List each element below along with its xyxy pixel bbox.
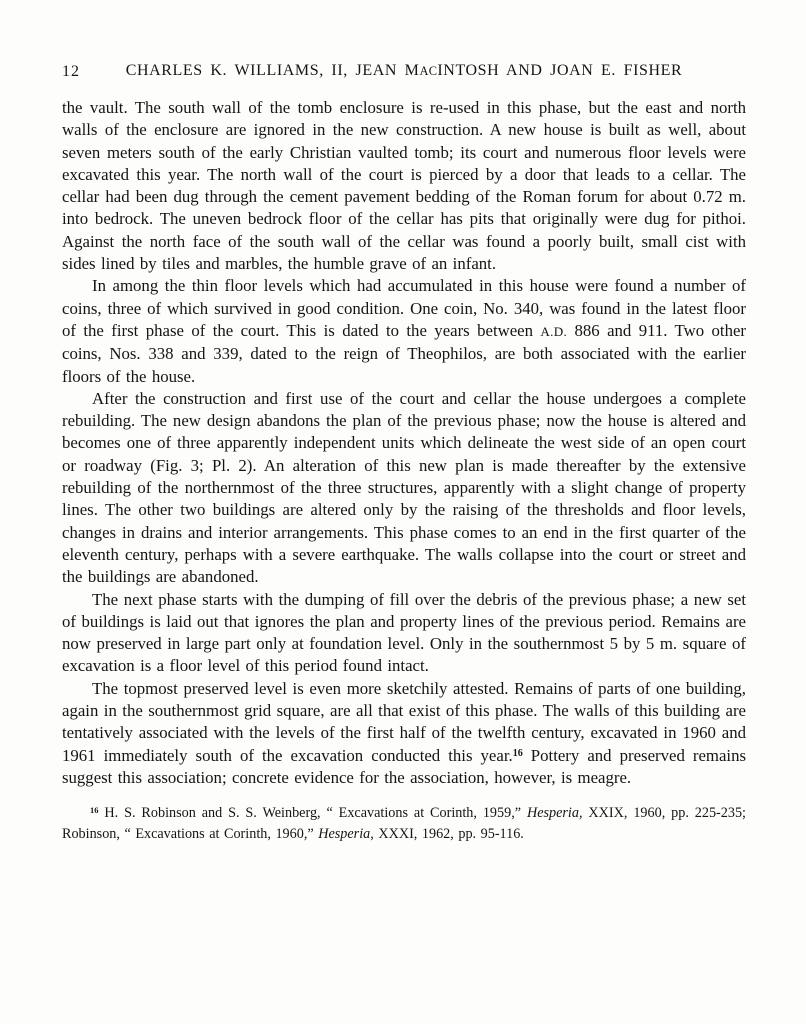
running-head [62,62,746,80]
page-content [62,62,746,845]
running-head-part2: INTOSH AND JOAN E. FISHER [437,62,683,79]
footnote-reference-16: 16 [512,747,523,759]
running-head-smallcaps: AC [419,64,438,78]
footnote-16-marker: 16 [90,804,99,815]
paragraph-2-smallcaps-ad: A.D. [540,323,568,339]
running-head-part1: CHARLES K. WILLIAMS, II, JEAN M [125,62,420,79]
paragraph-1-text: the vault. The south wall of the tomb enclosure is re-used in this phase, but the east and north walls of the enclosure are ignored in the new construction. A new house is built as well, about seven meters south of the early Christian vaulted tomb; its court and numerous floor levels were excavated this year. The north wall of the court is pierced by a door that leads to a cellar. The cellar had been dug through the cement pavement bedding of the Roman forum for about 0.72 m. into bedrock. The uneven bedrock floor of the cellar has pits that originally were dug for pithoi. Against the north face of the south wall of the cellar was found a poorly built, small cist with sides lined by tiles and marbles, the humble grave of an infant. [62,98,746,274]
paragraph-4-text: The next phase starts with the dumping of fill over the debris of the previous phase; a new set of buildings is laid out that ignores the plan and property lines of the previous period. Remains are now preserved in large part only at foundation level. Only in the southernmost 5 by 5 m. square of excavation is a floor level of this period found intact. [62,589,746,676]
paragraph-2-seg1: In among the thin floor levels which had accumulated in this house were found a number of coins, three of which survived in good condition. One coin, No. 340, was found in the latest floor of the first phase of the court. This is dated to the years between [62,276,746,340]
paragraph-3-text: After the construction and first use of the court and cellar the house undergoes a complete rebuilding. The new design abandons the plan of the previous phase; now the house is altered and becomes one of three apparently independent units which delineate the west side of an open court or roadway (Fig. 3; Pl. 2). An alteration of this new plan is made thereafter by the extensive rebuilding of the northernmost of the three structures, apparently with a slight change of property lines. The other two buildings are altered only by the raising of the thresholds and floor levels, changes in drains and interior arrangements. This phase comes to an end in the first quarter of the eleventh century, perhaps with a severe earthquake. The walls collapse into the court or street and the buildings are abandoned. [62,388,746,587]
page-number: 12 [62,63,80,80]
page-header [62,62,746,80]
paragraph-5-seg1: The topmost preserved level is even more sketchily attested. Remains of parts of one building, again in the southernmost grid square, are all that exist of this phase. The walls of this building are tentatively associated with the levels of the first half of the twelfth century, excavated in 1960 and 1961 immediately south of the excavation conducted this year. [62,678,746,765]
footnote-16-journal-1: Hesperia [526,805,579,822]
paragraph-5 [62,678,746,789]
body-text [62,97,746,789]
footnote-16-seg1: H. S. Robinson and S. S. Weinberg, “ Excavations at Corinth, 1959,” [98,805,527,822]
paragraph-2-seg2: 886 and 911. Two other coins, Nos. 338 and 339, dated to the reign of Theophilos, are both associated with the earlier floors of the house. [62,320,747,386]
footnote-16-seg3: , XXXI, 1962, pp. 95-116. [370,826,524,843]
footnote-16 [62,803,746,845]
footnote-16-journal-2: Hesperia [318,826,371,843]
footnote-block [62,803,746,845]
paragraph-2 [62,275,746,387]
footnote-16-seg2: , XXIX, 1960, pp. 225-235; Robinson, “ Excavations at Corinth, 1960,” [62,805,746,843]
paragraph-4 [62,589,746,678]
paragraph-3 [62,388,746,589]
paragraph-5-seg2: Pottery and preserved remains suggest this association; concrete evidence for the association, however, is meagre. [62,745,746,787]
paragraph-1 [62,97,746,275]
